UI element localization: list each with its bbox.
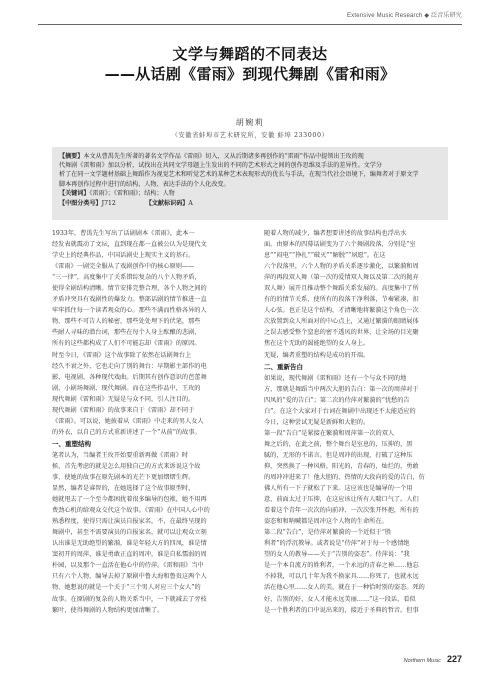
author-affiliation: （安徽省蚌埠市艺术研究所，安徽 蚌埠 233000） [171, 132, 329, 139]
text-line: 白”。在这个大家对于台词在舞剧中出现还不太能适应的 [264, 407, 416, 415]
text-line: 望的女人的教导——关于“告别的姿态”。侍萍说：“我 [264, 551, 410, 559]
text-line: 活在他心里……女人的美，就在于一种恰时别的姿态。死的 [264, 584, 425, 592]
text-line: 舞之后的，在此之前，整个舞台是室息的，压抑的，黑 [264, 440, 413, 448]
text-line: 繁叶，使得舞剧的人物结构更加清晰了。 [52, 606, 164, 614]
text-line: 不掉我，可以几十年为我不换家具……你死了，也就永远 [264, 573, 419, 581]
text-line: 抑，突然换了一种风格，阳光的，青春的，灿烂的，勇敢 [264, 462, 419, 470]
text-line: 学史上的经典作品，中国话剧史上现实主义的基石。 [52, 252, 195, 260]
text-line: 事，使她的故事在原先剧本的光芒下更加熠熠生辉。 [52, 473, 195, 481]
text-line: 《雷雨》。可以说，她披着从《雷雨》中走来的男人女人 [52, 417, 204, 425]
keywords-label: 【关键词】 [59, 189, 90, 197]
text-line: 随着人物的减少，编者想要讲述的故事结构也浮出水 [264, 230, 407, 237]
text-line: 人心弦。也正是这个结构，才清晰地将繁漪这个角色一次 [264, 307, 419, 315]
text-line: 第二段“告白”，是侍萍对繁漪的一个近似于“胜 [264, 529, 392, 537]
text-line: 使得全剧结构清晰。情节安排完整合理，各个人物之间的 [52, 285, 207, 293]
running-header: Extensive Music Research ◆ 泛音乐研究 [346, 13, 462, 19]
text-line: 熟悉程度，使得只需让演员自报家名，不，在最终呈现的 [52, 518, 207, 526]
page-footer [404, 654, 462, 664]
text-line: 剧、小剧场舞剧、现代舞剧。而在这些作品中，王玫的 [52, 384, 201, 392]
text-line: 双人舞）展开且推动整个舞蹈关系发展的。高度集中了所 [264, 285, 419, 293]
right-paragraphs [264, 228, 462, 361]
section-heading: 一、重塑结构 [52, 439, 91, 448]
title-block [38, 44, 462, 85]
text-line: 只有六个人物，编导去掉了原剧中鲁大海和鲁贵这两个人 [52, 573, 207, 581]
text-line: 《雷雨》一剧完全服从了戏剧创作中的核心原则—— [52, 263, 195, 271]
section1-body [52, 450, 250, 616]
text-line: 好，告别的好，女人才能永远美丽……”这一段话，看似 [264, 595, 416, 603]
text-line: 看着这个青年一次次的向前冲、一次次张开怀抱，所有的 [264, 507, 419, 515]
abstract-box [52, 147, 448, 220]
text-line: 现代舞剧《雷和雨》的故事来自于《雷雨》却不同于 [52, 406, 195, 414]
text-line: 六个段落里，六个人物的矛盾关系逐步激化，以繁漪和周 [264, 263, 419, 271]
classification-row [59, 199, 441, 208]
text-line: 的周冲冲进来了！他大胆的、热情的大段向的爱的告白，仿 [264, 473, 425, 481]
text-line: 朴园，以及那个一直活在他心中的侍萍。《雷和雨》当中 [52, 562, 204, 570]
page-number: 227 [446, 654, 462, 664]
header-rule [38, 24, 462, 25]
text-line: 笔者认为，当编者王玫开始要重新再做《雷雨》时 [52, 451, 189, 459]
right-column [264, 228, 462, 616]
intro-paragraphs [52, 228, 250, 438]
text-line: 候，首先考虑的就是怎么用独自己的方式来诉说这个故 [52, 462, 201, 470]
text-line: 焦在这个无助的渴能绝望的女人身上。 [264, 340, 370, 348]
text-line: 第一段“告白”是紧接在繁漪和周萍第一次的双人 [264, 429, 395, 437]
doc-code-label: 【文献标识码】 [145, 200, 189, 208]
journal-name: Northern Music [403, 658, 441, 664]
text-line: 的外衣，以自己的方式重新讲述了一个“从前”的故事。 [52, 428, 201, 436]
text-line: 如果说，现代舞剧《雷和雨》还有一个与众不同的地 [264, 374, 407, 382]
text-line: 四凤的“爱的告白”；第二次的侍萍对繁漪的“忧愁的告 [264, 396, 410, 404]
article-title: 文学与舞蹈的不同表达 [172, 45, 328, 63]
abstract-label: 【摘要】 [59, 153, 84, 160]
text-line: 腻的，无形的不诺言。但是周冲的出现，打破了这种压 [264, 451, 413, 459]
text-line: 显然，编者是睿智的，在她选择了这个故事原型时， [52, 485, 195, 493]
text-line: 窦初开的周萍，谁是勇敢正直的周冲，谁是自私懦弱的周 [52, 551, 207, 559]
text-line: 故事。在原剧的复杂的人物关系当中，一下就减去了旁枝 [52, 595, 207, 603]
text-line: 有的的情节关系，使所有的段落干净利落，节奏紧凑，扣 [264, 296, 419, 304]
text-line: 些耐人寻味的潜台词，那些在每个人身上酝酿的悲剧， [52, 329, 201, 337]
abstract-line: 代舞剧《雷和雨》加以分析，试找出在共同文学母题上生发出的不同的艺术形式之间的创作思维及手法的差异性。文学分 [59, 162, 382, 170]
clc-label: 【中图分类号】 [59, 200, 102, 208]
section2-body [264, 373, 462, 616]
text-line: 是一个本自流方的姓利者，一个永远的青春之神……他忘 [264, 562, 419, 570]
text-line: 现代舞剧《雷和雨》无疑是与众不同，引人注目的。 [52, 395, 195, 403]
doc-code: A [188, 200, 193, 208]
text-line: 经久不衰之外，它也走向了别的舞台：早期影主部作的电 [52, 362, 207, 370]
author-name: 胡婉莉 [235, 118, 265, 127]
text-line: 息”“闷电”“挣扎”“破灭”“解脱”“夙愿”。在这 [264, 252, 386, 260]
abstract-line: 析了在同一文学题材基础上舞蹈作为视觉艺术和听觉艺术的某种艺术表现形式的优长与手法，在现当代社会语境下，编舞者对于原文学 [59, 171, 419, 179]
left-column [52, 228, 250, 616]
text-line: 今日，这种尝试无疑是新鲜和大胆的。 [264, 418, 370, 426]
keywords: 《雷雨》；《雷和雨》；结构；人物 [89, 189, 175, 197]
text-line: 面。由原本的四幕话剧变为了六个舞剧段落，分别是“室 [264, 241, 416, 249]
text-line: 无疑，编者重塑的结构是成功的开端。 [264, 351, 370, 359]
article-subtitle: ——从话剧《雷雨》到现代舞剧《雷和雨》 [104, 65, 396, 84]
text-line: 认出谁是无助绝望的繁漪，谁是年轻大方的四凤，谁是情 [52, 540, 207, 548]
text-line: 之误去感受整个窒息的密不透风的世界，让全场的目光聚 [264, 329, 419, 337]
text-line: 萍的再段双人舞（第一次的爱情双人舞以及第二次的抛弃 [264, 274, 419, 282]
text-line: 物，那些不可告人的秘密，那些处处埋下的伏笔，那些 [52, 318, 201, 326]
abstract-line: 脚本再创作过程中进行的结构、人物、表达手法的个人化改变。 [59, 180, 230, 188]
keywords-row [59, 189, 441, 198]
text-line: 矛盾冲突具有戏剧性的爆发力。整部话剧的情节推进一直 [52, 296, 207, 304]
text-line: 时至今日，《雷雨》这个故事除了依然在话剧舞台上 [52, 351, 192, 359]
text-line: 利者”的浮沉教导。或者说是“侍萍”对于每一个感情绝 [264, 540, 410, 548]
text-line: 牢牢抓住每一个读者观众的心。那些不满而性格各异的人 [52, 307, 207, 315]
text-line: 费劲心机的给观众交代这个故事。《雷雨》在中国人心中的 [52, 507, 210, 515]
text-line: 佛人所有一下子就松了下来。这应该也是编导的一个用 [264, 485, 413, 493]
text-line: 经发表就震动了文坛，直到现在都一直被公认为是现代文 [52, 241, 207, 249]
text-line: 所有的这些都构成了人们不可能忘却《雷雨》的原因。 [52, 340, 201, 348]
text-line: 方，那就是舞蹈当中两次大胆的告白：第一次的周萍对于 [264, 385, 419, 393]
abstract-text [59, 152, 441, 189]
text-line: 1933年，曹禺先生写出了话剧剧本《雷雨》，此本一 [52, 230, 195, 237]
text-line: 次放置到众人所面对的中心点上，又通过繁漪的眼睛展体 [264, 318, 419, 326]
text-line: 是一个胜利者的口中说出来的，接近于圣典的哲音。但事 [264, 606, 419, 614]
clc-code: J712 [101, 200, 116, 208]
abstract-line: 本文从曹禺先生所著的著名文学作品《雷雨》切入，又从后期诸多再创作的“雷雨”作品中提领出王玫的现 [83, 153, 364, 160]
text-line: 她就甩去了一个至今都困扰着很多编导的包袱，她不用再 [52, 496, 207, 504]
text-line: “三一律”，高度集中了关系错综复杂的八个人物矛盾， [52, 274, 201, 282]
text-line: 物，她想说的就是一个关于“三个男人对应三个女人”的 [52, 584, 201, 592]
text-line: 意，前面太过于压抑，在这应该让所有人喘口气了。人们 [264, 496, 419, 504]
text-line: 影、电视剧、各种现代戏曲。后期其有创作意识的芭蕾舞 [52, 373, 207, 381]
text-line: 舞剧中，甚至不需要演员的自报家名，就可以让观众立刻 [52, 529, 207, 537]
text-line: 姿态和和呐喊都是周冲这个人物的生命所在。 [264, 518, 388, 526]
section-heading: 二、重新告白 [264, 362, 303, 371]
